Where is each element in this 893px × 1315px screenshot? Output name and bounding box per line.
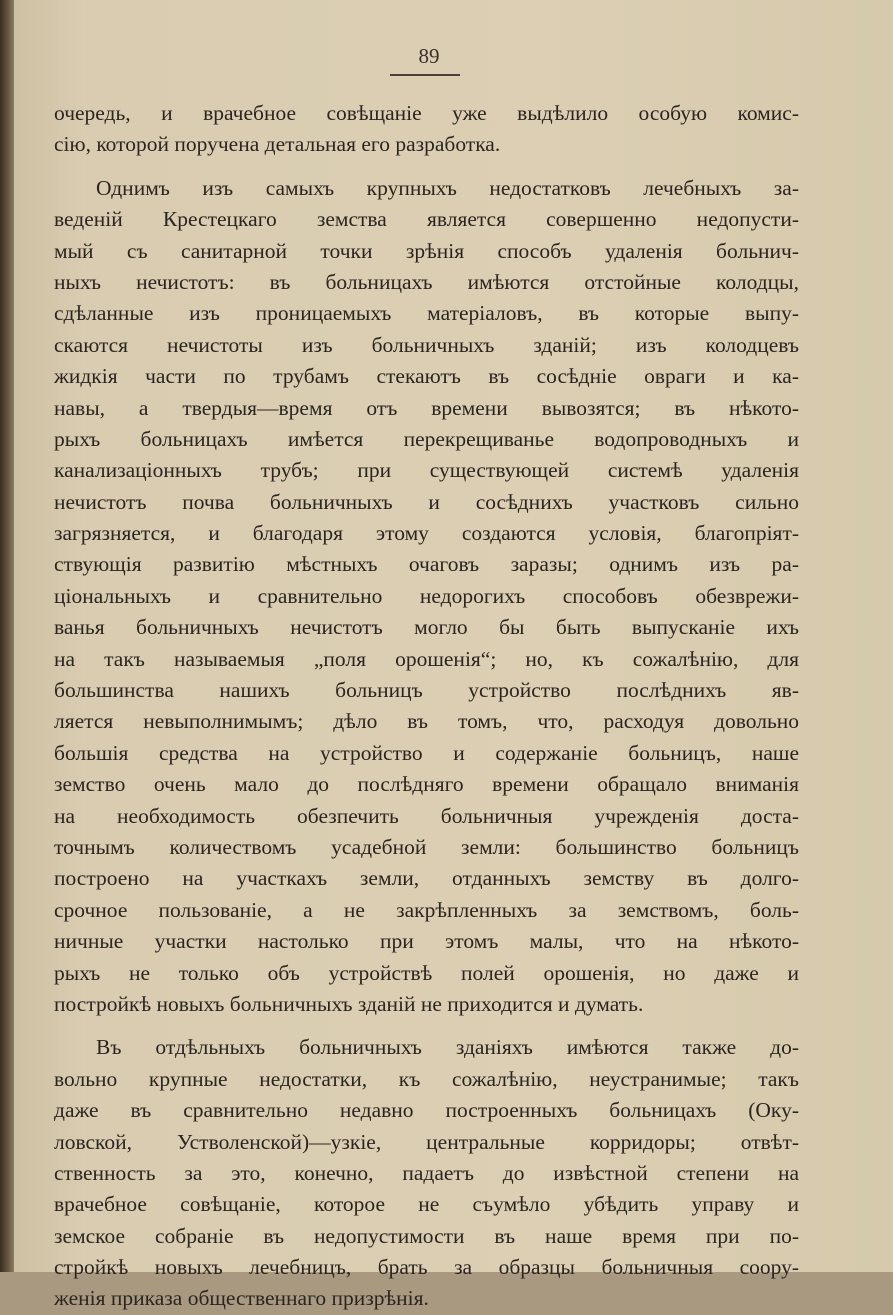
text-line: ловской, Устволенской)—узкіе, центральные корридоры; отвѣт- (54, 1129, 799, 1154)
text-line: жидкія части по трубамъ стекаютъ въ сосѣдніе овраги и ка- (54, 364, 799, 389)
text-line: ственность за это, конечно, падаетъ до извѣстной степени на (54, 1160, 799, 1185)
text-line: сію, которой поручена детальная его разработка. (54, 132, 501, 157)
text-line: на необходимость обезпечить больничныя учрежденія доста- (54, 803, 799, 828)
text-line: врачебное совѣщаніе, которое не съумѣло убѣдить управу и (54, 1192, 799, 1217)
text-line: сдѣланные изъ проницаемыхъ матеріаловъ, въ которые выпу- (54, 301, 799, 326)
text-line: большинства нашихъ больницъ устройство послѣднихъ яв- (54, 678, 799, 703)
text-line: очередь, и врачебное совѣщаніе уже выдѣлило особую комис- (54, 101, 799, 125)
text-line: вольно крупные недостатки, къ сожалѣнію, неустранимые; такъ (54, 1066, 799, 1091)
text-line: веденій Крестецкаго земства является совершенно недопусти- (54, 207, 799, 232)
text-line: постройкѣ новыхъ больничныхъ зданій не приходится и думать. (54, 991, 644, 1016)
text-line: загрязняется, и благодаря этому создаются условія, благопріят- (54, 521, 799, 546)
paragraph (54, 173, 799, 1021)
text-line: женія приказа общественнаго призрѣнія. (54, 1286, 429, 1311)
text-line: ляется невыполнимымъ; дѣло въ томъ, что, расходуя довольно (54, 709, 799, 734)
text-line: навы, а твердыя—время отъ времени вывозятся; въ нѣкото- (54, 395, 799, 420)
text-line: даже въ сравнительно недавно построенныхъ больницахъ (Оку- (54, 1098, 799, 1123)
book-page (14, 0, 893, 1311)
text-line: скаются нечистоты изъ больничныхъ зданій; изъ колодцевъ (54, 332, 799, 357)
text-line: точнымъ количествомъ усадебной земли: большинство больницъ (54, 834, 799, 859)
text-line: ціональныхъ и сравнительно недорогихъ способовъ обезврежи- (54, 583, 799, 608)
text-line: рыхъ больницахъ имѣется перекрещиванье водопроводныхъ и (54, 426, 799, 451)
text-line: ничные участки настолько при этомъ малы, что на нѣкото- (54, 929, 799, 954)
text-line: ванья больничныхъ нечистотъ могло бы быть выпусканіе ихъ (54, 615, 799, 640)
text-line: ствующія развитію мѣстныхъ очаговъ заразы; однимъ изъ ра- (54, 552, 799, 577)
page-number: 89 (418, 44, 440, 68)
paragraph (54, 1032, 799, 1315)
text-line: большія средства на устройство и содержаніе больницъ, наше (54, 740, 799, 765)
text-line: ныхъ нечистотъ: въ больницахъ имѣются отстойные колодцы, (54, 269, 799, 294)
text-line: на такъ называемыя „поля орошенія“; но, къ сожалѣнію, для (54, 646, 799, 671)
text-line: земское собраніе въ недопустимости въ наше время при по- (54, 1223, 799, 1248)
paragraph (54, 98, 799, 161)
text-line: построено на участкахъ земли, отданныхъ земству въ долго- (54, 866, 799, 891)
text-line: срочное пользованіе, а не закрѣпленныхъ за земствомъ, боль- (54, 897, 799, 922)
text-line: Въ отдѣльныхъ больничныхъ зданіяхъ имѣются также до- (96, 1035, 799, 1060)
text-line: земство очень мало до послѣдняго времени обращало вниманія (54, 772, 799, 797)
text-line: канализаціонныхъ трубъ; при существующей системѣ удаленія (54, 458, 799, 483)
text-line: Однимъ изъ самыхъ крупныхъ недостатковъ лечебныхъ за- (96, 175, 799, 200)
text-line: мый съ санитарной точки зрѣнія способъ удаленія больнич- (54, 238, 799, 263)
text-line: нечистотъ почва больничныхъ и сосѣднихъ участковъ сильно (54, 489, 799, 514)
text-line: рыхъ не только объ устройствѣ полей орошенія, но даже и (54, 960, 799, 985)
page-number-rule (390, 74, 460, 76)
body-text (54, 98, 799, 1315)
text-line: стройкѣ новыхъ лечебницъ, брать за образцы больничныя соору- (54, 1255, 799, 1280)
